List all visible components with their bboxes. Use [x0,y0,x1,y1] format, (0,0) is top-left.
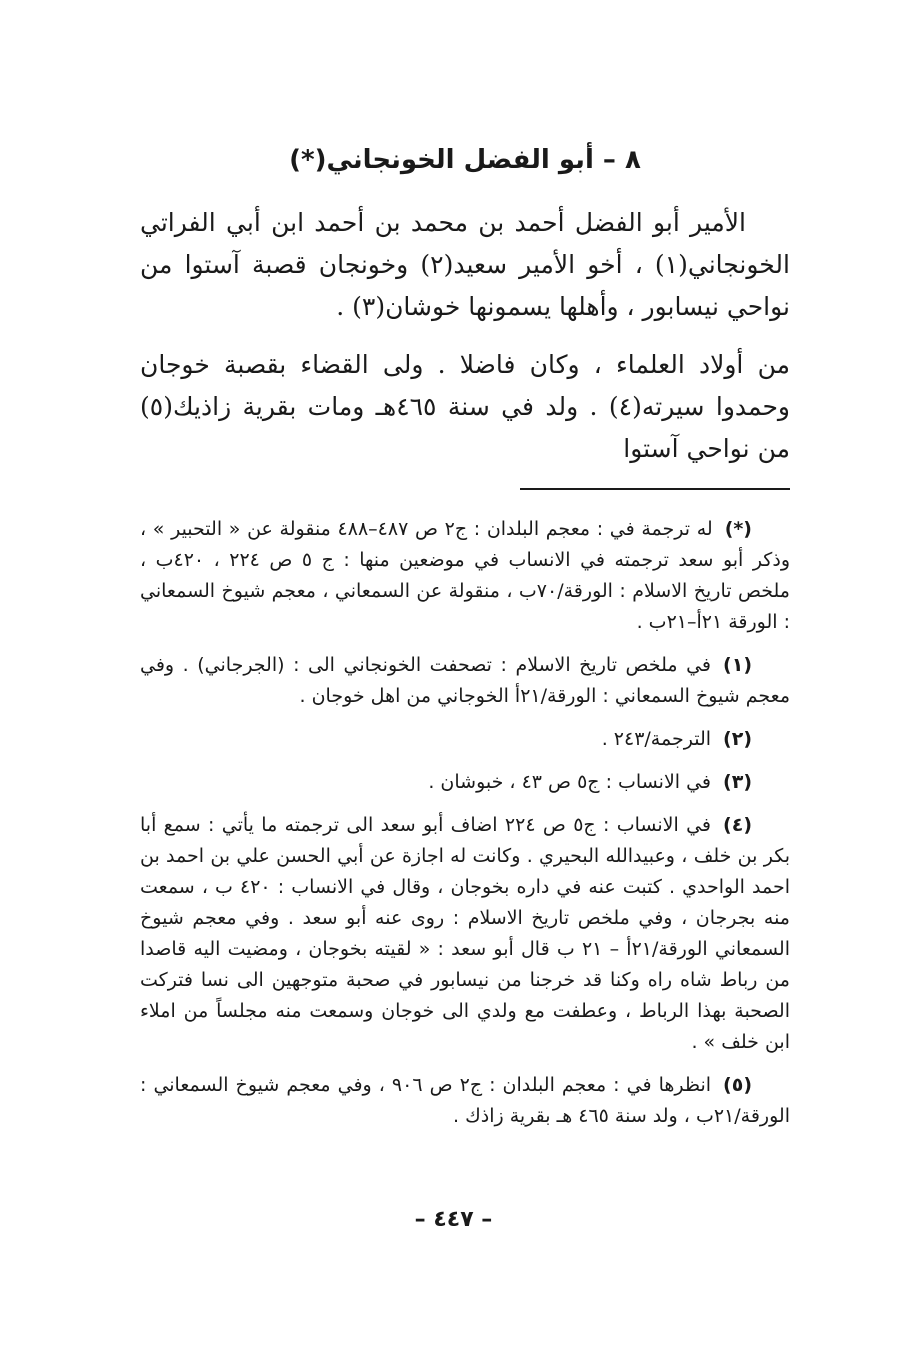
entry-title: ٨ – أبو الفضل الخونجاني(*) [289,145,641,175]
footnote-2 [140,724,790,755]
footnote-number: (٣) [723,771,752,793]
footnotes-section [140,514,790,1132]
footnote-number: (٥) [723,1074,752,1096]
footnote-text: في الانساب : ج٥ ص ٤٣ ، خبوشان . [428,771,712,793]
footnote-number: (١) [723,654,752,676]
page-number: – ٤٤٧ – [414,1207,493,1232]
footnote-5 [140,1070,790,1132]
footnote-text: في ملخص تاريخ الاسلام : تصحفت الخونجاني الى : (الجرجاني) . وفي معجم شيوخ السمعاني : الورقة/٢١أ الخوجاني من اهل خوجان . [140,654,790,707]
footnote-text: الترجمة/٢٤٣ . [601,728,712,750]
footnote-3 [140,767,790,798]
footnote-4 [140,810,790,1058]
footnote-text: له ترجمة في : معجم البلدان : ج٢ ص ٤٨٧–٤٨٨ منقولة عن « التحبير » ، وذكر أبو سعد ترجمته في الانساب في موضعين منها : ج ٥ ص ٢٢٤ ، ٤٢٠ب ، ملخص تاريخ الاسلام : الورقة/٧٠ب ، منقولة عن السمعاني ، معجم شيوخ السمعاني : الورقة ٢١أ–٢١ب . [140,518,790,633]
footnote-number: (٤) [723,814,752,836]
footnote-divider [520,488,790,490]
footnote-number: (*) [724,518,752,540]
footnote-1 [140,650,790,712]
footnote-text: في الانساب : ج٥ ص ٢٢٤ اضاف أبو سعد الى ترجمته ما يأتي : سمع أبا بكر بن خلف ، وعبيدالله البحيري . وكانت له اجازة عن أبي الحسن علي بن احمد بن احمد الواحدي . كتبت عنه في داره بخوجان ، وقال في الانساب : ٤٢٠ ب ، سمعت منه بجرجان ، وفي ملخص تاريخ الاسلام : روى عنه أبو سعد . وفي معجم شيوخ السمعاني الورقة/٢١أ – ٢١ ب قال أبو سعد : « لقيته بخوجان ، ومضيت اليه قاصدا من رباط شاه راه وكنا قد خرجنا من نيسابور في صحبة متوجهين الى نسا فتركت الصحبة بهذا الرباط ، وعطفت مع ولدي الى خوجان وسمعت منه مجلساً من املاء ابن خلف » . [140,814,790,1053]
footnote-star [140,514,790,638]
footnote-number: (٢) [723,728,752,750]
entry-paragraph-1: الأمير أبو الفضل أحمد بن محمد بن أحمد ابن أبي الفراتي الخونجاني(١) ، أخو الأمير سعيد(٢) وخونجان قصبة آستوا من نواحي نيسابور ، وأهلها يسمونها خوشان(٣) . [140,208,790,321]
book-page [140,140,790,1144]
entry-paragraph-2: من أولاد العلماء ، وكان فاضلا . ولى القضاء بقصبة خوجان وحمدوا سيرته(٤) . ولد في سنة ٤٦٥هـ ومات بقرية زاذيك(٥) من نواحي آستوا [140,350,791,463]
footnote-text: انظرها في : معجم البلدان : ج٢ ص ٩٠٦ ، وفي معجم شيوخ السمعاني : الورقة/٢١ب ، ولد سنة ٤٦٥ هـ بقرية زاذك . [140,1074,790,1127]
